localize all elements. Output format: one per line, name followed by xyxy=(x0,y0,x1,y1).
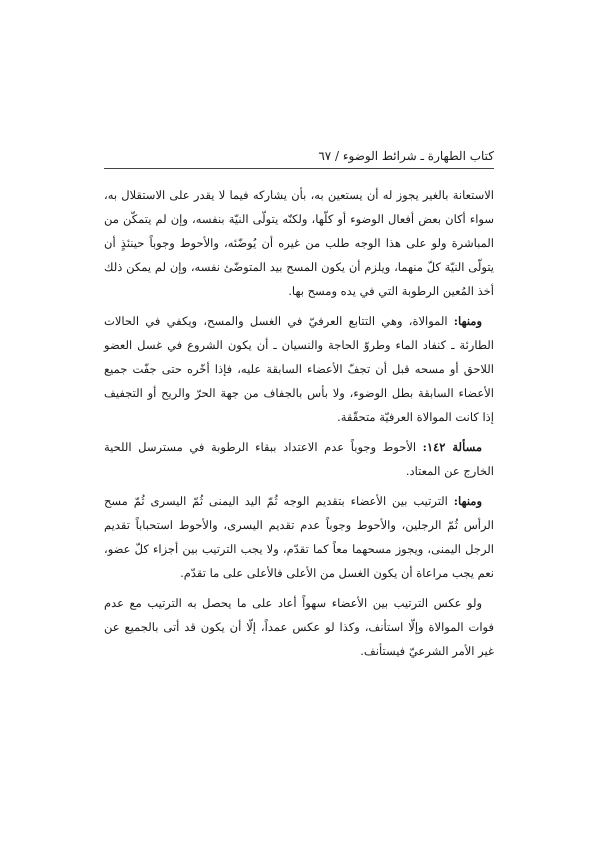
paragraph-lead: ومنها: xyxy=(453,314,482,328)
paragraph-lead: ومنها: xyxy=(453,494,482,508)
paragraph-text: الاستعانة بالغير يجوز له أن يستعين به، بأن يشاركه فيما لا يقدر على الاستقلال به، سواء أكان بعض أفعال الوضوء أو كلّها، ولكنّه يتولّى النيّة بنفسه، وإن لم يتمكّن من المباشرة ولو على هذا الوجه طلب من غيره أن يُوضّئه، والأحوط وجوباً حينئذٍ أن يتولّى النيّة كلّ منهما، ويلزم أن يكون المسح بيد المتوضّئ نفسه، وإن لم يمكن ذلك أخذ المُعين الرطوبة التي في يده ومسح بها. xyxy=(104,188,494,298)
paragraph-text: الأحوط وجوباً عدم الاعتداد ببقاء الرطوبة في مسترسل اللحية الخارج عن المعتاد. xyxy=(104,440,494,478)
paragraph-5 xyxy=(104,591,494,663)
paragraph-3 xyxy=(104,435,494,483)
page xyxy=(104,148,494,669)
paragraph-text: الموالاة، وهي التتابع العرفيّ في الغسل والمسح، ويكفي في الحالات الطارئة ـ كنفاد الماء وطروّ الحاجة والنسيان ـ أن يكون الشروع في غسل العضو اللاحق أو مسحه قبل أن تجفّ الأعضاء السابقة عليه، فإذا أخّره حتى جفّت جميع الأعضاء السابقة بطل الوضوء، ولا بأس بالجفاف من جهة الحرّ والريح أو التجفيف إذا كانت الموالاة العرفيّة متحقّقة. xyxy=(104,314,494,424)
page-body xyxy=(104,183,494,663)
paragraph-text: ولو عكس الترتيب بين الأعضاء سهواً أعاد على ما يحصل به الترتيب مع عدم فوات الموالاة وإلّا استأنف، وكذا لو عكس عمداً، إلّا أن يكون قد أتى بالجميع عن غير الأمر الشرعيّ فيستأنف. xyxy=(104,596,494,658)
paragraph-text: الترتيب بين الأعضاء بتقديم الوجه ثُمّ اليد اليمنى ثُمّ اليسرى ثُمّ مسح الرأس ثُمّ الرجلين، والأحوط وجوباً عدم تقديم اليسرى، والأحوط استحباباً تقديم الرجل اليمنى، ويجوز مسحهما معاً كما تقدّم، ولا يجب الترتيب بين أجزاء كلّ عضو، نعم يجب مراعاة أن يكون الغسل من الأعلى فالأعلى على ما تقدّم. xyxy=(104,494,494,580)
paragraph-1 xyxy=(104,183,494,303)
paragraph-lead: مسألة ١٤٢: xyxy=(422,440,482,454)
running-head: كتاب الطهارة ـ شرائط الوضوء / ٦٧ xyxy=(104,148,494,169)
paragraph-2 xyxy=(104,309,494,429)
paragraph-4 xyxy=(104,489,494,585)
